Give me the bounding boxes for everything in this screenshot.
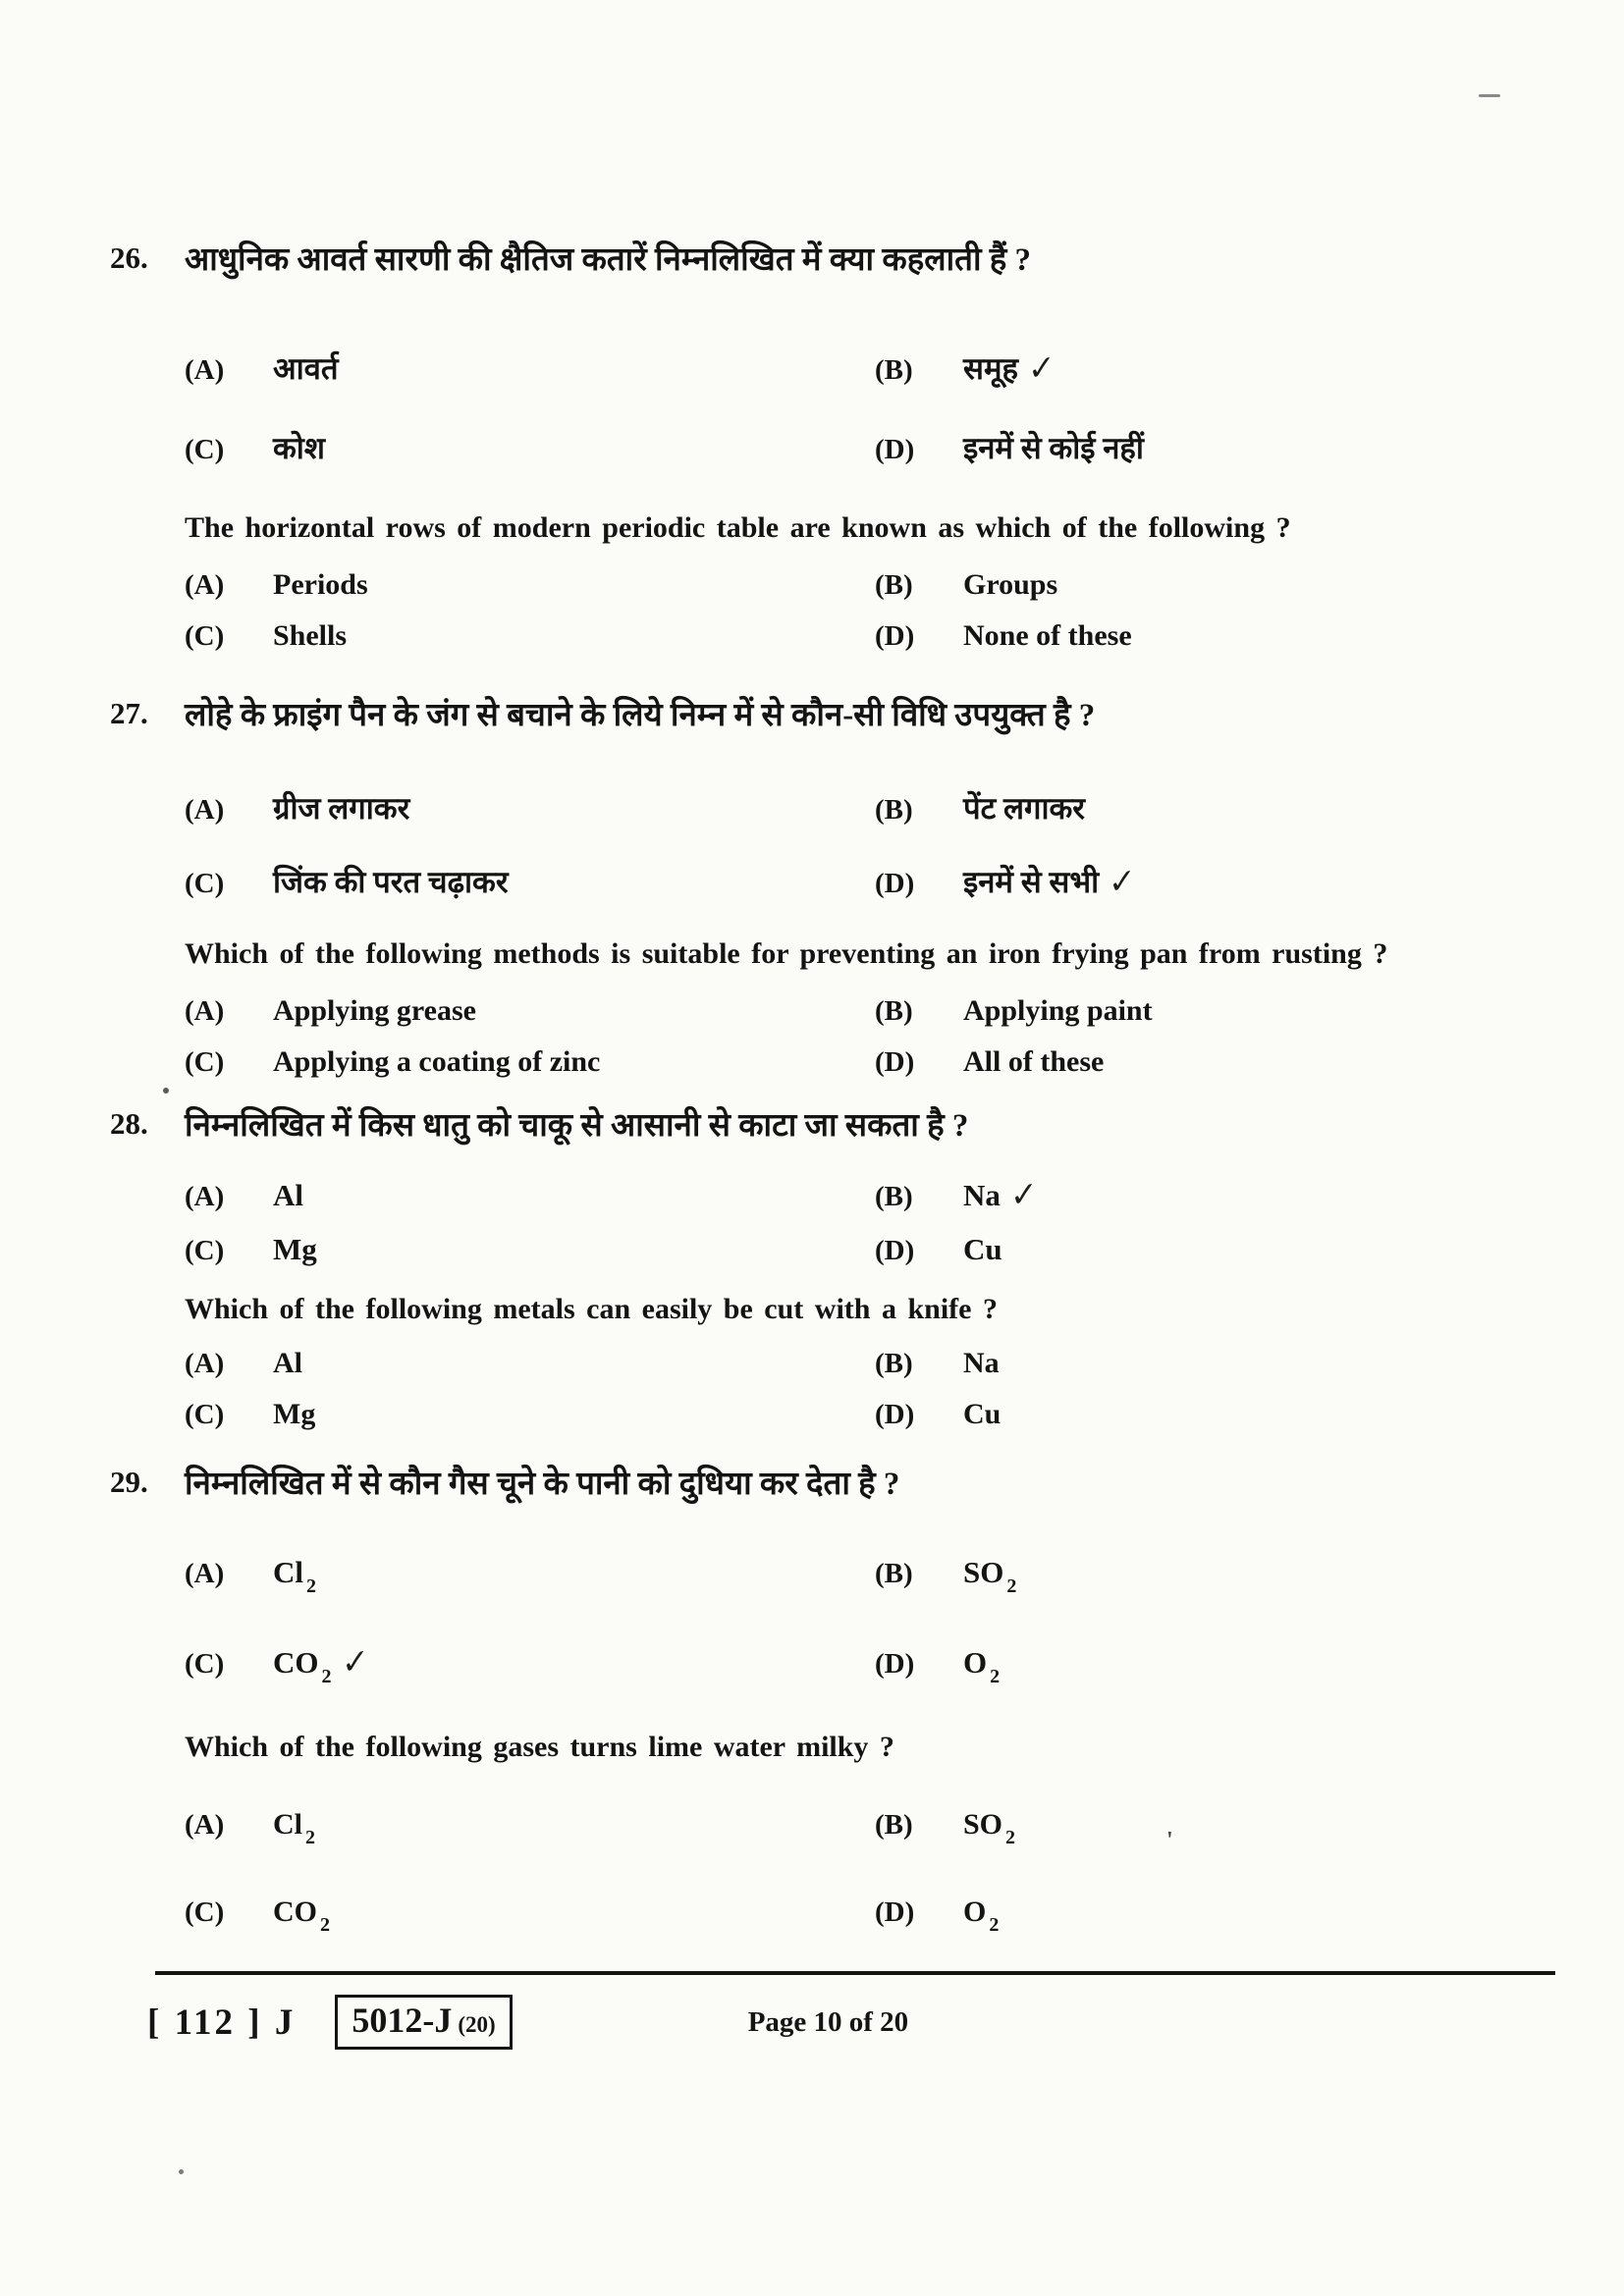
option-text: Mg (273, 1398, 316, 1431)
option-text: CO $_2$ (273, 1644, 332, 1687)
scan-artifact-mark: ' (1166, 1828, 1173, 1853)
chem-subscript: 2 (321, 1665, 332, 1687)
option-label: (A) (185, 568, 225, 601)
option-text: Na (963, 1177, 1001, 1212)
answer-checkmark: ✓ (341, 1639, 369, 1682)
option-label: (C) (185, 867, 225, 899)
option-label: (C) (185, 1045, 225, 1078)
option-text: आवर्त (273, 351, 339, 387)
option-label: (A) (185, 1557, 225, 1589)
option-label: (C) (185, 1896, 225, 1929)
hindi-options (185, 1172, 1532, 1274)
footer-divider (155, 1971, 1555, 1975)
answer-checkmark: ✓ (1010, 1172, 1038, 1215)
option-label: (C) (185, 1647, 225, 1680)
option-c (185, 859, 875, 907)
option-label: (B) (875, 1180, 913, 1212)
option-text: इनमें से कोई नहीं (963, 431, 1144, 466)
option-a (185, 1801, 875, 1861)
option-text: O $_2$ (963, 1896, 1000, 1937)
question-number: 27. (110, 695, 148, 730)
option-text: Cl $_2$ (273, 1808, 315, 1849)
page-indicator: Page 10 of 20 (747, 2005, 909, 2038)
option-c (185, 1391, 875, 1438)
option-d (875, 859, 1136, 907)
option-label: (D) (875, 1234, 915, 1266)
question-number: 28. (110, 1105, 148, 1141)
question-text-english: The horizontal rows of modern periodic table are known as which of the following ? (185, 511, 1291, 545)
scan-artifact-dot (179, 2169, 184, 2174)
option-b (875, 988, 1153, 1035)
option-text: समूह (963, 351, 1018, 387)
option-text: Na (963, 1347, 1000, 1380)
option-label: (B) (875, 354, 913, 387)
option-text: CO $_2$ (273, 1896, 330, 1937)
option-label: (C) (185, 1234, 225, 1266)
option-c (185, 1039, 875, 1086)
option-text: All of these (963, 1044, 1105, 1078)
option-label: (B) (875, 1348, 913, 1380)
option-d (875, 1226, 1002, 1274)
option-label: (A) (185, 994, 225, 1027)
option-label: (A) (185, 1348, 225, 1380)
paper-code: 5012-J (352, 2001, 453, 2040)
option-c (185, 425, 875, 473)
hindi-options (185, 1549, 1532, 1700)
option-label: (C) (185, 434, 225, 466)
option-c (185, 1889, 875, 1949)
english-options (185, 1340, 1532, 1438)
option-text: कोश (273, 431, 325, 466)
question-text-english: Which of the following methods is suitable for preventing an iron frying pan from rusting ? (185, 936, 1388, 970)
option-a (185, 785, 875, 833)
option-d (875, 1889, 999, 1949)
scan-artifact-dash (1479, 94, 1500, 97)
question-text-hindi: लोहे के फ्राइंग पैन के जंग से बचाने के लिये निम्न में से कौन-सी विधि उपयुक्त है ? (185, 697, 1096, 733)
option-c (185, 1226, 875, 1274)
option-label: (A) (185, 793, 225, 826)
option-text: SO $_2$ (963, 1808, 1016, 1849)
english-options (185, 561, 1532, 660)
chem-subscript: 2 (1006, 1575, 1017, 1597)
answer-checkmark: ✓ (1028, 347, 1056, 390)
chem-subscript: 2 (320, 1914, 330, 1937)
option-label: (A) (185, 354, 225, 387)
chem-subscript: 2 (990, 1665, 1001, 1687)
option-d (875, 1039, 1104, 1086)
option-a (185, 1340, 875, 1387)
option-label: (A) (185, 1809, 225, 1842)
option-label: (B) (875, 994, 913, 1027)
option-c (185, 1639, 875, 1700)
option-text: Applying paint (963, 993, 1153, 1027)
question-list (110, 238, 1532, 1949)
option-a (185, 988, 875, 1035)
option-b (875, 561, 1057, 609)
question-text-english: Which of the following metals can easily be cut with a knife ? (185, 1292, 998, 1325)
option-b (875, 346, 1056, 394)
question-text-english: Which of the following gases turns lime water milky ? (185, 1730, 894, 1763)
question-29 (110, 1462, 1532, 1949)
chem-subscript: 2 (989, 1914, 1000, 1937)
option-label: (D) (875, 434, 915, 466)
option-label: (B) (875, 568, 913, 601)
hindi-options (185, 785, 1532, 907)
option-label: (B) (875, 1557, 913, 1589)
option-d (875, 613, 1132, 660)
option-text: Periods (273, 567, 368, 601)
option-text: Shells (273, 618, 348, 652)
option-text: Cu (963, 1398, 1001, 1431)
option-text: इनमें से सभी (963, 864, 1100, 899)
question-27 (110, 693, 1532, 1086)
option-text: ग्रीज लगाकर (273, 790, 410, 826)
option-text: Al (273, 1347, 302, 1380)
option-text: SO $_2$ (963, 1554, 1017, 1597)
answer-checkmark: ✓ (1109, 859, 1136, 903)
option-label: (B) (875, 793, 913, 826)
option-text: Mg (273, 1231, 317, 1266)
option-b (875, 1549, 1016, 1610)
option-text: O $_2$ (963, 1644, 1001, 1687)
option-label: (D) (875, 867, 915, 899)
question-text-hindi: आधुनिक आवर्त सारणी की क्षैतिज कतारें निम्नलिखित में क्या कहलाती हैं ? (185, 242, 1032, 278)
chem-subscript: 2 (306, 1575, 316, 1597)
chem-subscript: 2 (1005, 1827, 1016, 1849)
option-text: Groups (963, 567, 1058, 601)
option-a (185, 346, 875, 394)
question-text-hindi: निम्नलिखित में से कौन गैस चूने के पानी को दुधिया कर देता है ? (185, 1467, 900, 1503)
hindi-options (185, 346, 1532, 473)
paper-code-suffix: (20) (458, 2012, 496, 2037)
question-26 (110, 238, 1532, 660)
option-text: Al (273, 1177, 303, 1212)
english-options (185, 988, 1532, 1086)
option-b (875, 1801, 1015, 1861)
option-d (875, 1639, 1000, 1700)
option-a (185, 1172, 875, 1220)
option-label: (D) (875, 1896, 915, 1929)
option-text: Cl $_2$ (273, 1554, 316, 1597)
page-footer (147, 1995, 1555, 2050)
option-label: (D) (875, 1399, 915, 1431)
option-text: Applying grease (273, 993, 476, 1027)
option-c (185, 613, 875, 660)
question-28 (110, 1103, 1532, 1439)
option-text: जिंक की परत चढ़ाकर (273, 864, 509, 899)
option-b (875, 1340, 1000, 1387)
question-number: 29. (110, 1465, 148, 1500)
option-text: पेंट लगाकर (963, 790, 1085, 826)
booklet-code: [ 112 ] J (147, 2002, 297, 2043)
option-label: (C) (185, 1399, 225, 1431)
option-label: (D) (875, 1647, 915, 1680)
english-options (185, 1801, 1532, 1949)
option-text: None of these (963, 618, 1132, 652)
option-label: (B) (875, 1809, 913, 1842)
option-label: (D) (875, 619, 915, 652)
option-d (875, 425, 1144, 473)
option-label: (C) (185, 619, 225, 652)
option-d (875, 1391, 1001, 1438)
option-text: Applying a coating of zinc (273, 1044, 601, 1078)
option-label: (A) (185, 1180, 225, 1212)
chem-subscript: 2 (305, 1827, 315, 1849)
option-b (875, 1172, 1038, 1220)
paper-code-box (335, 1995, 512, 2050)
question-text-hindi: निम्नलिखित में किस धातु को चाकू से आसानी से काटा जा सकता है ? (185, 1107, 969, 1144)
option-a (185, 1549, 875, 1610)
option-a (185, 561, 875, 609)
option-label: (D) (875, 1045, 915, 1078)
question-number: 26. (110, 240, 148, 275)
option-text: Cu (963, 1231, 1002, 1266)
option-b (875, 785, 1085, 833)
